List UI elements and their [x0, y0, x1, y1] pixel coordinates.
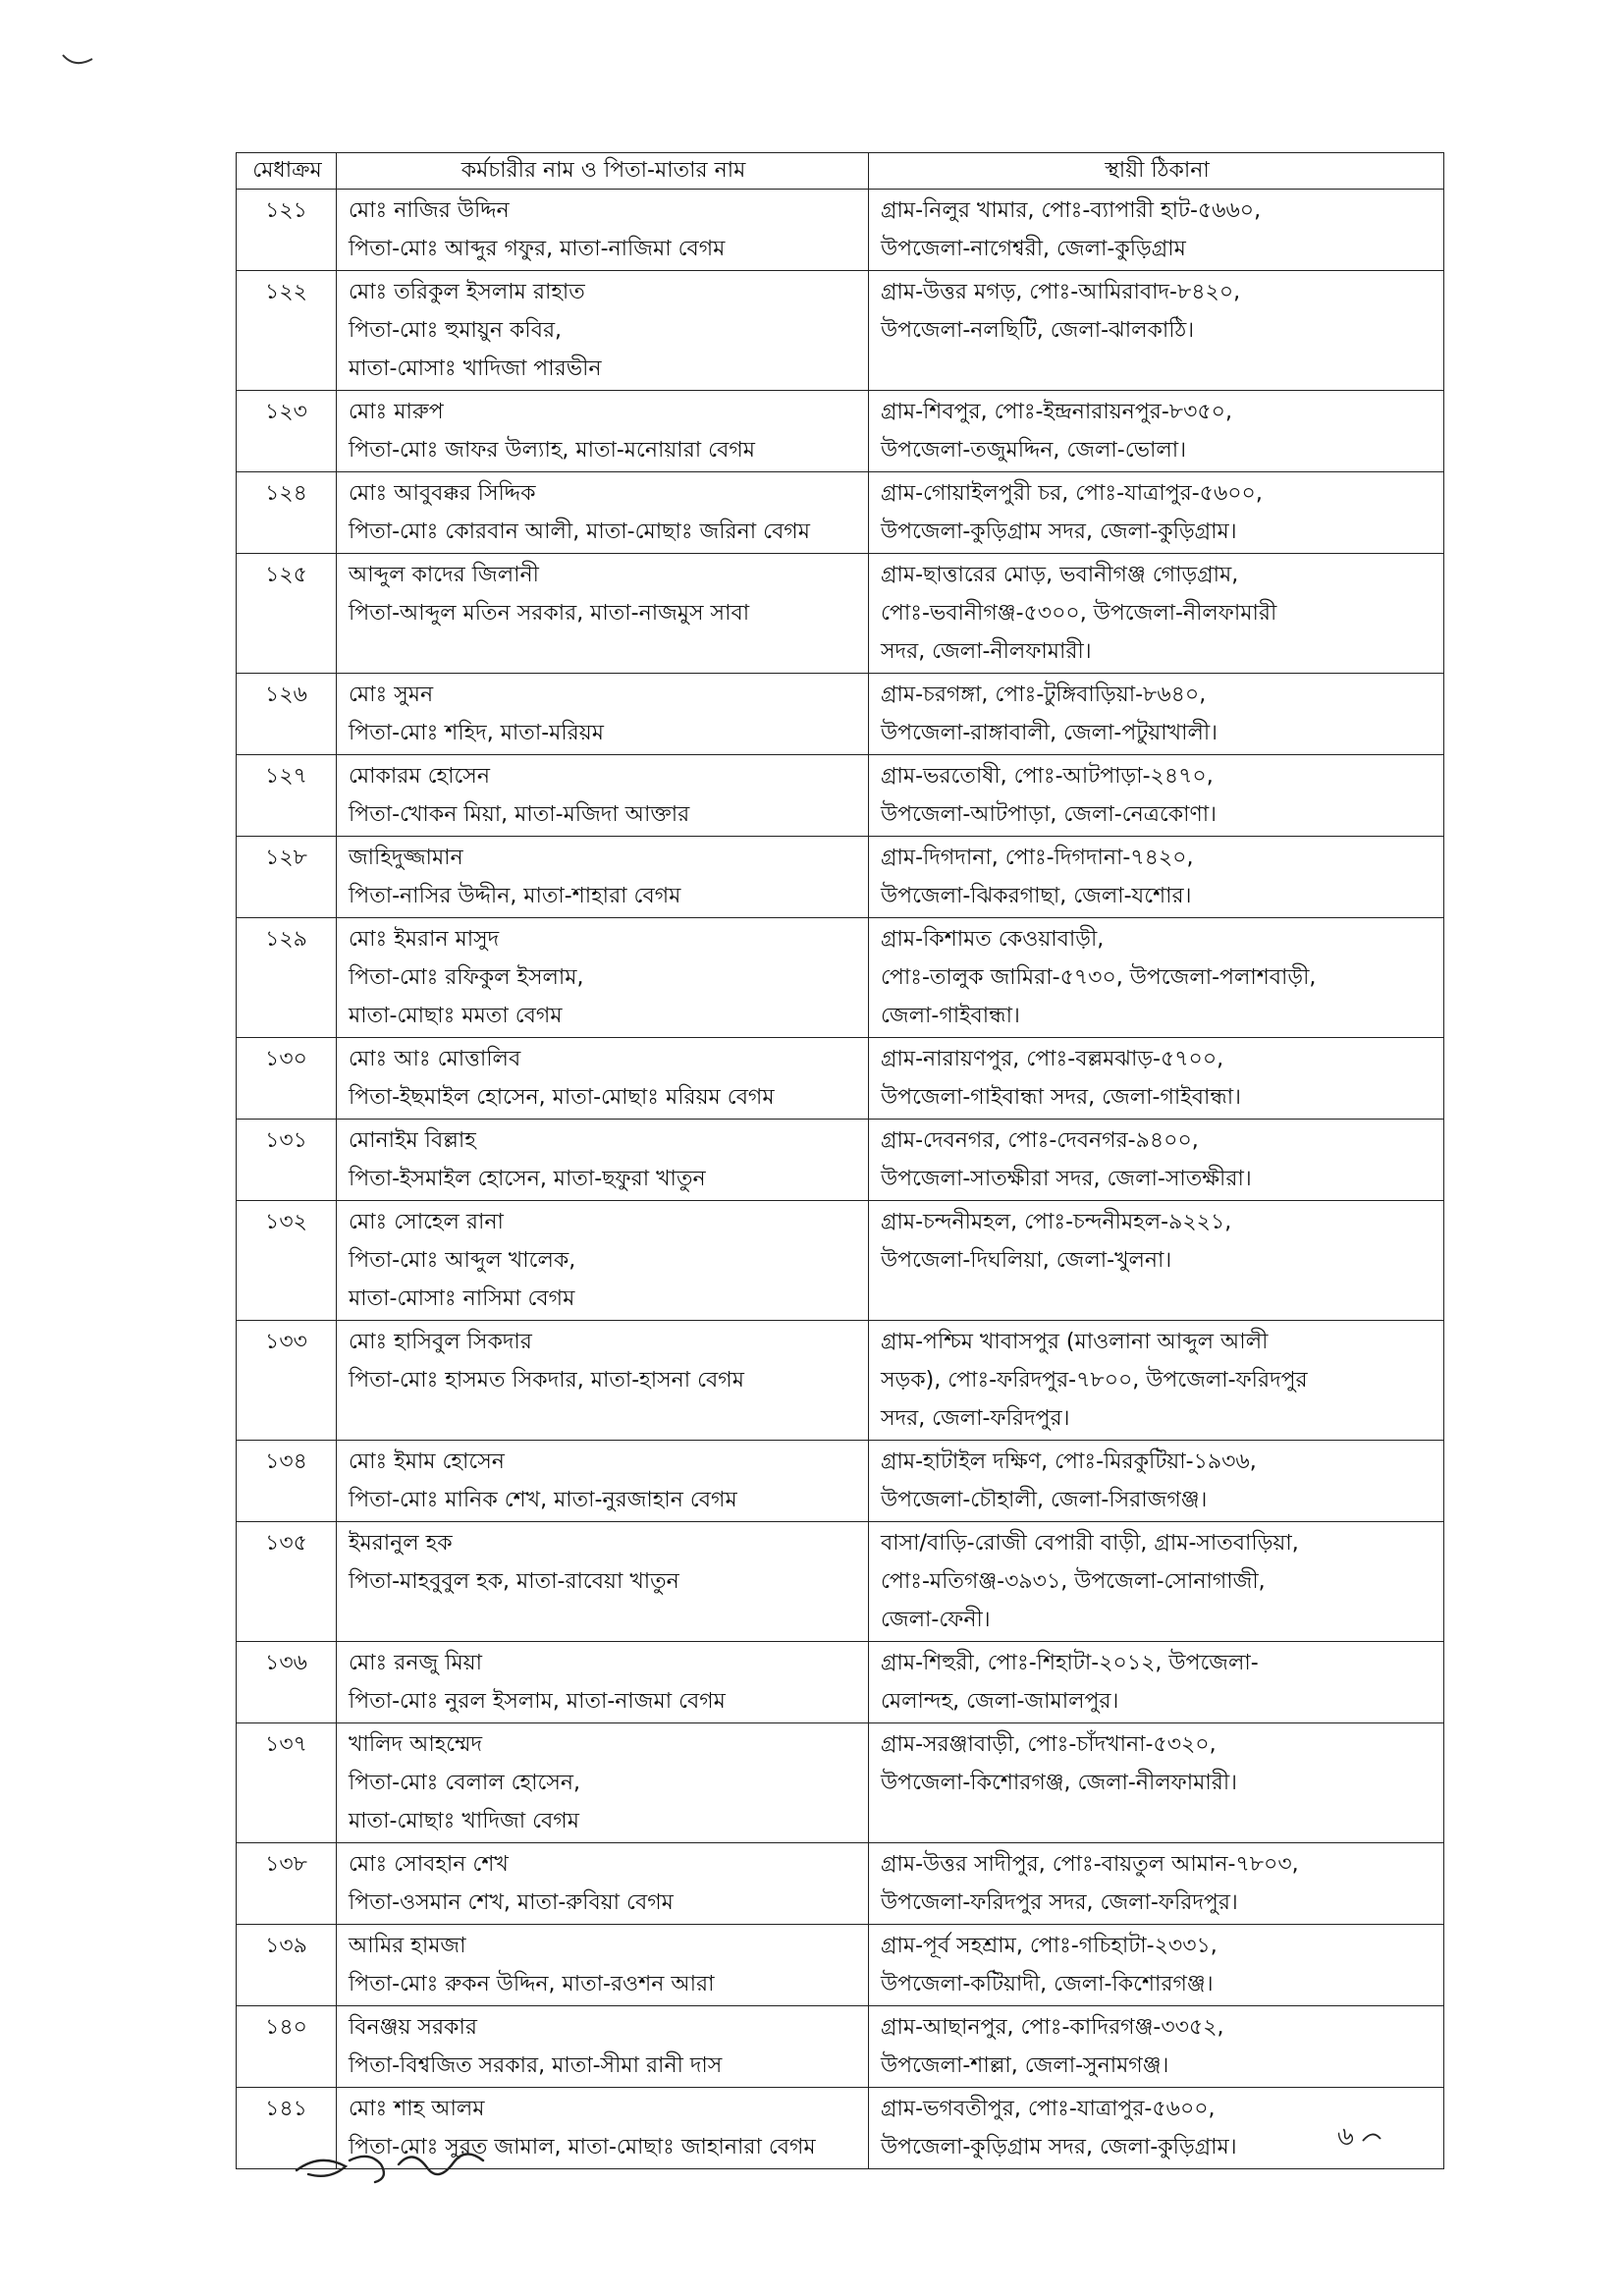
- address-cell: [869, 554, 1444, 674]
- table-row: [237, 1038, 1444, 1120]
- name-line: মোঃ সুমন: [349, 683, 434, 707]
- name-line: পিতা-মোঃ মানিক শেখ, মাতা-নুরজাহান বেগম: [349, 1488, 737, 1512]
- address-line: উপজেলা-ঝিকরগাছা, জেলা-যশোর।: [881, 884, 1192, 908]
- name-line: পিতা-বিশ্বজিত সরকার, মাতা-সীমা রানী দাস: [349, 2053, 723, 2078]
- name-cell: [337, 554, 869, 674]
- address-cell: [869, 190, 1444, 271]
- address-line: জেলা-গাইবান্ধা।: [881, 1004, 1020, 1028]
- address-line: জেলা-ফেনী।: [881, 1608, 991, 1632]
- name-line: পিতা-ইসমাইল হোসেন, মাতা-ছফুরা খাতুন: [349, 1167, 706, 1191]
- table-row: [237, 755, 1444, 837]
- name-line: মোঃ আঃ মোত্তালিব: [349, 1047, 521, 1071]
- serial-cell: ১২৯: [237, 918, 337, 1038]
- name-line: মাতা-মোসাঃ খাদিজা পারভীন: [349, 356, 602, 381]
- serial-cell: ১২১: [237, 190, 337, 271]
- name-cell: [337, 1441, 869, 1522]
- name-line: পিতা-মোঃ বেলাল হোসেন,: [349, 1771, 580, 1795]
- table-row: [237, 1925, 1444, 2006]
- handwritten-signature: [291, 2131, 507, 2210]
- address-cell: [869, 271, 1444, 391]
- table-row: [237, 554, 1444, 674]
- serial-cell: ১৩৬: [237, 1642, 337, 1723]
- table-row: [237, 472, 1444, 554]
- address-line: গ্রাম-দেবনগর, পোঃ-দেবনগর-৯৪০০,: [881, 1128, 1199, 1153]
- address-line: উপজেলা-গাইবান্ধা সদর, জেলা-গাইবান্ধা।: [881, 1085, 1241, 1110]
- address-cell: [869, 1925, 1444, 2006]
- name-cell: [337, 271, 869, 391]
- name-line: পিতা-মোঃ নুরল ইসলাম, মাতা-নাজমা বেগম: [349, 1689, 726, 1714]
- address-line: গ্রাম-সরঞ্জাবাড়ী, পোঃ-চাঁদখানা-৫৩২০,: [881, 1732, 1217, 1757]
- address-line: গ্রাম-ভগবতীপুর, পোঃ-যাত্রাপুর-৫৬০০,: [881, 2097, 1216, 2121]
- name-line: পিতা-মোঃ সুরত জামাল, মাতা-মোছাঃ জাহানারা বেগম: [349, 2135, 816, 2159]
- address-line: গ্রাম-উত্তর মগড়, পোঃ-আমিরাবাদ-৮৪২০,: [881, 280, 1241, 304]
- name-line: মাতা-মোছাঃ মমতা বেগম: [349, 1004, 563, 1028]
- name-line: পিতা-মোঃ রুকন উদ্দিন, মাতা-রওশন আরা: [349, 1972, 715, 1996]
- page-number: ৬: [1337, 2122, 1354, 2151]
- header-name: কর্মচারীর নাম ও পিতা-মাতার নাম: [337, 153, 869, 190]
- name-cell: [337, 918, 869, 1038]
- address-line: গ্রাম-ছাত্তারের মোড়, ভবানীগঞ্জ গোড়গ্রাম,: [881, 563, 1239, 587]
- address-line: উপজেলা-রাঙ্গাবালী, জেলা-পটুয়াখালী।: [881, 721, 1218, 745]
- name-line: পিতা-নাসির উদ্দীন, মাতা-শাহারা বেগম: [349, 884, 681, 908]
- serial-cell: ১২৬: [237, 674, 337, 755]
- table-row: [237, 1723, 1444, 1843]
- address-cell: [869, 2006, 1444, 2088]
- table-row: [237, 1642, 1444, 1723]
- name-line: মোঃ সোহেল রানা: [349, 1210, 504, 1234]
- name-line: জাহিদুজ্জামান: [349, 846, 463, 870]
- serial-cell: ১২৫: [237, 554, 337, 674]
- name-cell: [337, 1321, 869, 1441]
- name-line: আব্দুল কাদের জিলানী: [349, 563, 539, 587]
- address-cell: [869, 1441, 1444, 1522]
- name-line: পিতা-মোঃ কোরবান আলী, মাতা-মোছাঃ জরিনা বেগম: [349, 519, 810, 544]
- address-cell: [869, 1038, 1444, 1120]
- name-cell: [337, 1201, 869, 1321]
- name-line: ইমরানুল হক: [349, 1531, 453, 1556]
- serial-cell: ১৩১: [237, 1120, 337, 1201]
- address-line: সদর, জেলা-নীলফামারী।: [881, 639, 1092, 664]
- name-line: পিতা-খোকন মিয়া, মাতা-মজিদা আক্তার: [349, 802, 690, 827]
- name-cell: [337, 1642, 869, 1723]
- address-line: উপজেলা-নলছিটি, জেলা-ঝালকাঠি।: [881, 318, 1195, 343]
- serial-cell: ১২৮: [237, 837, 337, 918]
- name-line: পিতা-মোঃ হুমায়ুন কবির,: [349, 318, 563, 343]
- name-cell: [337, 472, 869, 554]
- name-line: পিতা-মোঃ জাফর উল্যাহ, মাতা-মনোয়ারা বেগম: [349, 438, 755, 463]
- address-line: উপজেলা-তজুমদ্দিন, জেলা-ভোলা।: [881, 438, 1187, 463]
- name-line: পিতা-মোঃ আব্দুল খালেক,: [349, 1248, 576, 1273]
- serial-cell: ১৩৮: [237, 1843, 337, 1925]
- address-line: উপজেলা-শাল্লা, জেলা-সুনামগঞ্জ।: [881, 2053, 1169, 2078]
- name-line: মোকারম হোসেন: [349, 764, 490, 789]
- name-line: পিতা-মোঃ আব্দুর গফুর, মাতা-নাজিমা বেগম: [349, 237, 726, 261]
- name-line: পিতা-মোঃ শহিদ, মাতা-মরিয়ম: [349, 721, 604, 745]
- address-line: পোঃ-ভবানীগঞ্জ-৫৩০০, উপজেলা-নীলফামারী: [881, 601, 1277, 626]
- address-line: উপজেলা-দিঘলিয়া, জেলা-খুলনা।: [881, 1248, 1172, 1273]
- name-cell: [337, 190, 869, 271]
- address-line: গ্রাম-পূর্ব সহশ্রাম, পোঃ-গচিহাটা-২৩৩১,: [881, 1934, 1218, 1958]
- serial-cell: ১৩৭: [237, 1723, 337, 1843]
- name-line: পিতা-মাহবুবুল হক, মাতা-রাবেয়া খাতুন: [349, 1569, 679, 1594]
- serial-cell: ১২৭: [237, 755, 337, 837]
- address-line: উপজেলা-নাগেশ্বরী, জেলা-কুড়িগ্রাম: [881, 237, 1186, 261]
- name-line: আমির হামজা: [349, 1934, 466, 1958]
- table-row: [237, 1201, 1444, 1321]
- name-cell: [337, 674, 869, 755]
- address-cell: [869, 472, 1444, 554]
- name-cell: [337, 1038, 869, 1120]
- name-cell: [337, 1723, 869, 1843]
- table-row: [237, 391, 1444, 472]
- address-line: উপজেলা-চৌহালী, জেলা-সিরাজগঞ্জ।: [881, 1488, 1208, 1512]
- address-line: সদর, জেলা-ফরিদপুর।: [881, 1406, 1070, 1431]
- address-line: বাসা/বাড়ি-রোজী বেপারী বাড়ী, গ্রাম-সাতবাড়িয়া,: [881, 1531, 1299, 1556]
- page-number-mark: [1333, 2121, 1382, 2151]
- name-line: পিতা-মোঃ হাসমত সিকদার, মাতা-হাসনা বেগম: [349, 1368, 744, 1393]
- address-cell: [869, 918, 1444, 1038]
- serial-cell: ১৩৯: [237, 1925, 337, 2006]
- name-line: মোঃ হাসিবুল সিকদার: [349, 1330, 532, 1354]
- serial-cell: ১৪১: [237, 2088, 337, 2169]
- name-cell: [337, 1843, 869, 1925]
- address-line: গ্রাম-উত্তর সাদীপুর, পোঃ-বায়তুল আমান-৭৮০৩,: [881, 1852, 1299, 1877]
- address-line: গ্রাম-শিহুরী, পোঃ-শিহাটা-২০১২, উপজেলা-: [881, 1651, 1259, 1675]
- name-cell: [337, 755, 869, 837]
- header-address: স্থায়ী ঠিকানা: [869, 153, 1444, 190]
- table-row: [237, 1441, 1444, 1522]
- address-line: উপজেলা-সাতক্ষীরা সদর, জেলা-সাতক্ষীরা।: [881, 1167, 1252, 1191]
- name-line: মোঃ আবুবক্কর সিদ্দিক: [349, 481, 536, 506]
- name-line: পিতা-ইছমাইল হোসেন, মাতা-মোছাঃ মরিয়ম বেগম: [349, 1085, 775, 1110]
- address-cell: [869, 1723, 1444, 1843]
- address-cell: [869, 1522, 1444, 1642]
- table-row: [237, 2006, 1444, 2088]
- address-line: গ্রাম-চন্দনীমহল, পোঃ-চন্দনীমহল-৯২২১,: [881, 1210, 1232, 1234]
- name-line: মোঃ শাহ আলম: [349, 2097, 485, 2121]
- address-cell: [869, 837, 1444, 918]
- table-row: [237, 918, 1444, 1038]
- serial-cell: ১৩৩: [237, 1321, 337, 1441]
- address-line: গ্রাম-গোয়াইলপুরী চর, পোঃ-যাত্রাপুর-৫৬০০,: [881, 481, 1263, 506]
- name-line: পিতা-আব্দুল মতিন সরকার, মাতা-নাজমুস সাবা: [349, 601, 750, 626]
- table-row: [237, 1321, 1444, 1441]
- address-line: উপজেলা-ফরিদপুর সদর, জেলা-ফরিদপুর।: [881, 1890, 1238, 1915]
- table-header-row: [237, 153, 1444, 190]
- serial-cell: ১৩২: [237, 1201, 337, 1321]
- address-line: পোঃ-মতিগঞ্জ-৩৯৩১, উপজেলা-সোনাগাজী,: [881, 1569, 1266, 1594]
- table-row: [237, 1522, 1444, 1642]
- name-line: মোঃ মারুপ: [349, 400, 444, 424]
- address-line: উপজেলা-কটিয়াদী, জেলা-কিশোরগঞ্জ।: [881, 1972, 1214, 1996]
- address-line: সড়ক), পোঃ-ফরিদপুর-৭৮০০, উপজেলা-ফরিদপুর: [881, 1368, 1308, 1393]
- corner-pen-mark: [61, 51, 94, 67]
- name-line: মোঃ তরিকুল ইসলাম রাহাত: [349, 280, 585, 304]
- name-line: মোঃ ইমাম হোসেন: [349, 1449, 505, 1474]
- name-line: মোঃ সোবহান শেখ: [349, 1852, 509, 1877]
- address-cell: [869, 674, 1444, 755]
- table-row: [237, 1120, 1444, 1201]
- name-cell: [337, 1925, 869, 2006]
- name-line: মোনাইম বিল্লাহ: [349, 1128, 476, 1153]
- name-line: খালিদ আহম্মেদ: [349, 1732, 483, 1757]
- name-cell: [337, 1120, 869, 1201]
- address-cell: [869, 1843, 1444, 1925]
- table-row: [237, 190, 1444, 271]
- address-line: গ্রাম-দিগদানা, পোঃ-দিগদানা-৭৪২০,: [881, 846, 1194, 870]
- header-serial: মেধাক্রম: [237, 153, 337, 190]
- table-body: [237, 190, 1444, 2169]
- serial-cell: ১৩০: [237, 1038, 337, 1120]
- serial-cell: ১৩৫: [237, 1522, 337, 1642]
- address-cell: [869, 1321, 1444, 1441]
- address-line: উপজেলা-কুড়িগ্রাম সদর, জেলা-কুড়িগ্রাম।: [881, 519, 1237, 544]
- name-cell: [337, 837, 869, 918]
- address-cell: [869, 1642, 1444, 1723]
- serial-cell: ১৪০: [237, 2006, 337, 2088]
- name-line: পিতা-ওসমান শেখ, মাতা-রুবিয়া বেগম: [349, 1890, 674, 1915]
- address-line: উপজেলা-আটপাড়া, জেলা-নেত্রকোণা।: [881, 802, 1218, 827]
- name-cell: [337, 391, 869, 472]
- table-row: [237, 1843, 1444, 1925]
- name-line: পিতা-মোঃ রফিকুল ইসলাম,: [349, 965, 584, 990]
- address-line: গ্রাম-নিলুর খামার, পোঃ-ব্যাপারী হাট-৫৬৬০,: [881, 198, 1262, 223]
- merit-list-table: [236, 152, 1444, 2169]
- name-line: মাতা-মোসাঃ নাসিমা বেগম: [349, 1286, 575, 1311]
- table-row: [237, 837, 1444, 918]
- address-line: গ্রাম-কিশামত কেওয়াবাড়ী,: [881, 927, 1105, 952]
- address-cell: [869, 1120, 1444, 1201]
- serial-cell: ১২৩: [237, 391, 337, 472]
- address-cell: [869, 391, 1444, 472]
- serial-cell: ১২২: [237, 271, 337, 391]
- address-line: উপজেলা-কুড়িগ্রাম সদর, জেলা-কুড়িগ্রাম।: [881, 2135, 1237, 2159]
- name-line: মোঃ ইমরান মাসুদ: [349, 927, 500, 952]
- address-line: গ্রাম-হাটাইল দক্ষিণ, পোঃ-মিরকুটিয়া-১৯৩৬,: [881, 1449, 1257, 1474]
- address-line: গ্রাম-ভরতোষী, পোঃ-আটপাড়া-২৪৭০,: [881, 764, 1214, 789]
- name-cell: [337, 2006, 869, 2088]
- address-line: পোঃ-তালুক জামিরা-৫৭৩০, উপজেলা-পলাশবাড়ী,: [881, 965, 1317, 990]
- address-line: গ্রাম-পশ্চিম খাবাসপুর (মাওলানা আব্দুল আলী: [881, 1330, 1269, 1354]
- name-cell: [337, 1522, 869, 1642]
- address-line: গ্রাম-শিবপুর, পোঃ-ইন্দ্রনারায়নপুর-৮৩৫০,: [881, 400, 1232, 424]
- address-line: মেলান্দহ, জেলা-জামালপুর।: [881, 1689, 1119, 1714]
- address-cell: [869, 1201, 1444, 1321]
- address-cell: [869, 755, 1444, 837]
- address-line: গ্রাম-নারায়ণপুর, পোঃ-বল্লমঝাড়-৫৭০০,: [881, 1047, 1224, 1071]
- table-row: [237, 271, 1444, 391]
- name-line: মোঃ রনজু মিয়া: [349, 1651, 483, 1675]
- address-line: উপজেলা-কিশোরগঞ্জ, জেলা-নীলফামারী।: [881, 1771, 1237, 1795]
- name-line: বিনঞ্জয় সরকার: [349, 2015, 477, 2040]
- name-line: মোঃ নাজির উদ্দিন: [349, 198, 510, 223]
- serial-cell: ১২৪: [237, 472, 337, 554]
- address-line: গ্রাম-চরগঙ্গা, পোঃ-টুঙ্গিবাড়িয়া-৮৬৪০,: [881, 683, 1207, 707]
- address-line: গ্রাম-আছানপুর, পোঃ-কাদিরগঞ্জ-৩৩৫২,: [881, 2015, 1224, 2040]
- serial-cell: ১৩৪: [237, 1441, 337, 1522]
- name-line: মাতা-মোছাঃ খাদিজা বেগম: [349, 1809, 579, 1833]
- table-row: [237, 674, 1444, 755]
